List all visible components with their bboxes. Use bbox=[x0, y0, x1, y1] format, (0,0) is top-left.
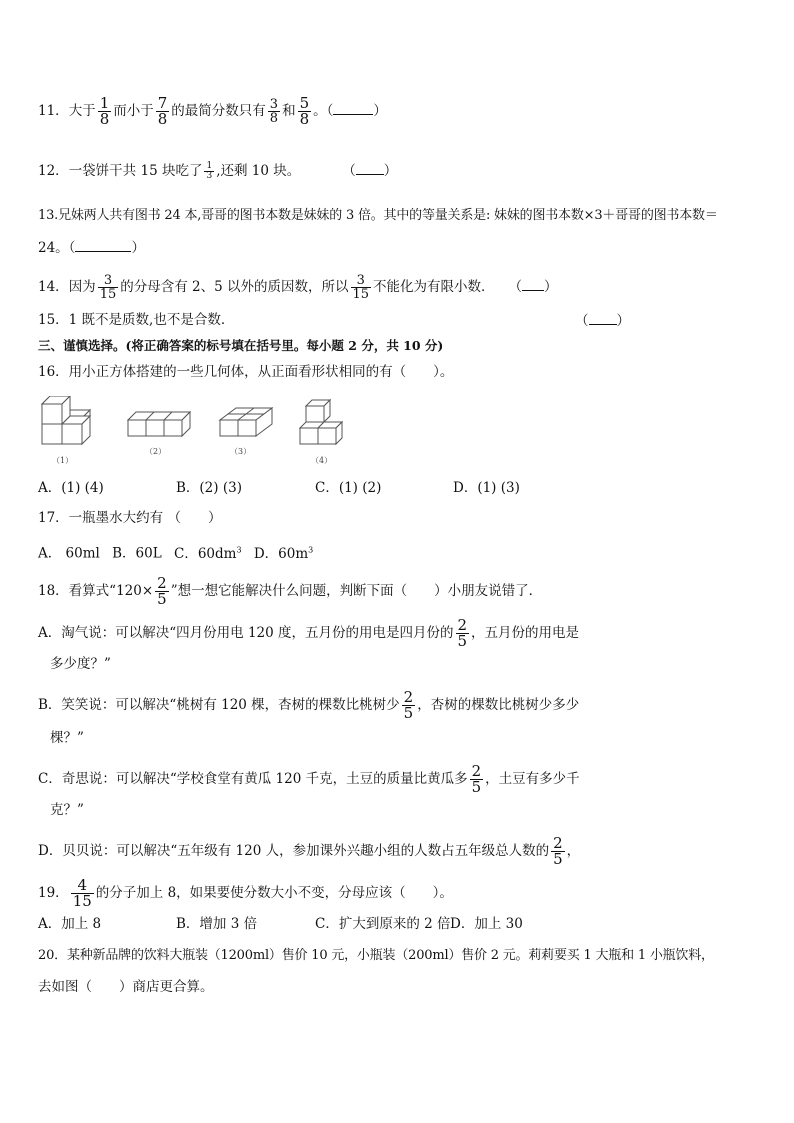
denominator: 15 bbox=[99, 287, 117, 302]
option-text: C．奇思说：可以解决“学校食堂有黄瓜 120 千克，土豆的质量比黄瓜多 bbox=[38, 771, 468, 787]
q12-number: 12． bbox=[38, 163, 69, 179]
q15-text: ） bbox=[616, 313, 630, 329]
q14-text: （ bbox=[508, 279, 523, 295]
option-text: D．60m bbox=[253, 545, 309, 562]
q11-text: 大于 bbox=[68, 103, 96, 119]
section-heading: 三、谨慎选择。(将正确答案的标号填在括号里。每小题 2 分，共 10 分) bbox=[38, 338, 444, 353]
q18-option-a-cont: 多少度？” bbox=[50, 656, 111, 672]
numerator: 3 bbox=[269, 97, 279, 112]
q18-option-b-cont: 棵？” bbox=[50, 730, 84, 746]
question-19 bbox=[38, 878, 453, 909]
fraction-3-8 bbox=[268, 98, 280, 125]
option-text: D．贝贝说：可以解决“五年级有 120 人，参加课外兴趣小组的人数占五年级总人数的 bbox=[38, 843, 550, 859]
option-text: B．笑笑说：可以解决“桃树有 120 棵，杏树的棵数比桃树少 bbox=[38, 697, 400, 713]
denominator: 8 bbox=[299, 110, 310, 128]
cube-figure-3 bbox=[220, 408, 272, 436]
numerator: 2 bbox=[457, 616, 468, 634]
denominator: 8 bbox=[269, 111, 279, 126]
answer-blank[interactable] bbox=[75, 237, 131, 252]
q14-text: 的分母含有 2、5 以外的质因数，所以 bbox=[120, 279, 349, 295]
denominator: 8 bbox=[157, 110, 168, 128]
superscript: 3 bbox=[236, 545, 242, 554]
fraction-4-15 bbox=[71, 878, 94, 909]
question-15-answer bbox=[575, 310, 630, 331]
fraction-2-5 bbox=[470, 764, 484, 795]
q12-text: ） bbox=[383, 163, 398, 179]
q17-option-c[interactable] bbox=[174, 546, 242, 562]
q17-option-a[interactable]: A． 60ml bbox=[38, 545, 100, 562]
superscript: 3 bbox=[308, 545, 314, 554]
fraction-2-5 bbox=[155, 576, 169, 607]
q18-text: ”想一想它能解决什么问题，判断下面（ ）小朋友说错了． bbox=[170, 583, 543, 599]
answer-blank[interactable] bbox=[333, 100, 373, 115]
question-16: 16．用小正方体搭建的一些几何体，从正面看形状相同的有（ ）。 bbox=[38, 364, 454, 380]
question-14 bbox=[38, 274, 558, 301]
q12-text: ,还剩 10 块。 bbox=[216, 163, 301, 179]
q19-text: 的分子加上 8，如果要使分数大小不变，分母应该（ ）。 bbox=[95, 885, 453, 901]
numerator: 2 bbox=[157, 574, 167, 592]
denominator: 8 bbox=[99, 110, 110, 128]
q19-number: 19． bbox=[38, 885, 69, 901]
question-20-line2: 去如图（ ）商店更合算。 bbox=[38, 979, 214, 995]
question-18 bbox=[38, 576, 542, 607]
figure-label-4: （4） bbox=[311, 456, 333, 465]
q11-text: 。（ bbox=[313, 103, 334, 119]
question-17: 17．一瓶墨水大约有 （ ） bbox=[38, 510, 222, 526]
numerator: 2 bbox=[553, 834, 563, 852]
figure-label-1: （1） bbox=[52, 456, 74, 465]
denominator: 15 bbox=[72, 892, 92, 910]
q14-text: ） bbox=[544, 279, 558, 295]
q11-text: 而小于 bbox=[113, 103, 154, 119]
numerator: 1 bbox=[206, 161, 213, 171]
denominator: 5 bbox=[553, 850, 563, 868]
numerator: 3 bbox=[103, 273, 113, 288]
question-11 bbox=[38, 96, 387, 127]
q11-number: 11． bbox=[38, 103, 69, 119]
numerator: 2 bbox=[403, 688, 414, 706]
q16-option-c[interactable]: C．(1) (2) bbox=[315, 480, 382, 496]
q11-text: 和 bbox=[282, 103, 296, 119]
cube-figure-2 bbox=[128, 412, 190, 436]
q14-text: 因为 bbox=[68, 279, 96, 295]
denominator: 5 bbox=[157, 590, 167, 608]
fraction-1-8 bbox=[98, 96, 112, 127]
q18-option-c[interactable] bbox=[38, 764, 580, 795]
q12-text: 一袋饼干共 15 块吃了 bbox=[68, 163, 203, 179]
fraction-3-15 bbox=[98, 274, 119, 301]
q19-option-d[interactable]: D．加上 30 bbox=[450, 916, 523, 932]
q11-text: ） bbox=[373, 103, 387, 119]
cube-figure-1 bbox=[42, 396, 90, 444]
q17-option-d[interactable] bbox=[254, 546, 313, 562]
q18-option-a[interactable] bbox=[38, 618, 579, 649]
option-text: ， bbox=[566, 843, 581, 859]
q13-text: 24。（ bbox=[38, 240, 76, 256]
q18-text: 18．看算式“120× bbox=[38, 583, 154, 599]
numerator: 1 bbox=[99, 94, 110, 112]
question-15: 15．1 既不是质数,也不是合数． bbox=[38, 312, 235, 328]
figure-label-3: （3） bbox=[230, 447, 252, 456]
q18-option-d[interactable] bbox=[38, 836, 580, 867]
option-text: ，杏树的棵数比桃树少多少 bbox=[417, 697, 580, 713]
q13-text: ） bbox=[131, 240, 145, 256]
numerator: 4 bbox=[77, 876, 87, 894]
numerator: 3 bbox=[356, 273, 365, 288]
q14-text: 不能化为有限小数． bbox=[373, 279, 495, 295]
fraction-3-15 bbox=[351, 274, 372, 301]
q17-options bbox=[38, 540, 313, 564]
q18-option-b[interactable] bbox=[38, 690, 579, 721]
fraction-2-5 bbox=[456, 618, 470, 649]
cube-figure-4 bbox=[300, 400, 342, 444]
option-text: ，土豆有多少千 bbox=[485, 771, 580, 787]
q14-number: 14． bbox=[38, 279, 69, 295]
question-13-line2 bbox=[38, 237, 145, 258]
answer-blank[interactable] bbox=[522, 276, 544, 291]
answer-blank[interactable] bbox=[356, 160, 384, 175]
question-12 bbox=[38, 160, 397, 181]
fraction-2-5 bbox=[551, 836, 565, 867]
numerator: 5 bbox=[299, 94, 310, 112]
fraction-7-8 bbox=[156, 96, 170, 127]
numerator: 2 bbox=[471, 762, 482, 780]
answer-blank[interactable] bbox=[589, 310, 617, 325]
fraction-2-5 bbox=[402, 690, 416, 721]
q15-text: （ bbox=[575, 313, 589, 329]
q17-option-b[interactable]: B．60L bbox=[112, 545, 162, 562]
question-20-line1: 20．某种新品牌的饮料大瓶装（1200ml）售价 10 元，小瓶装（200ml）售价 2 元。莉莉要买 1 大瓶和 1 小瓶饮料， bbox=[38, 948, 714, 963]
option-text: A．淘气说：可以解决“四月份用电 120 度，五月份的用电是四月份的 bbox=[38, 625, 454, 641]
fraction-1-3 bbox=[204, 162, 214, 181]
q19-option-c[interactable]: C．扩大到原来的 2 倍 bbox=[315, 916, 451, 932]
q12-text: （ bbox=[342, 163, 356, 179]
q11-text: 的最简分数只有 bbox=[171, 103, 266, 119]
question-13-line1: 13.兄妹两人共有图书 24 本,哥哥的图书本数是妹妹的 3 倍。其中的等量关系是: 妹妹的图书本数×3＋哥哥的图书本数＝ bbox=[38, 208, 718, 223]
q16-option-b[interactable]: B．(2) (3) bbox=[176, 480, 242, 496]
option-text: ，五月份的用电是 bbox=[471, 625, 580, 641]
figure-label-2: （2） bbox=[145, 447, 167, 456]
denominator: 5 bbox=[403, 704, 414, 722]
fraction-5-8 bbox=[298, 96, 312, 127]
option-text: C．60dm bbox=[174, 545, 237, 562]
q16-option-d[interactable]: D．(1) (3) bbox=[453, 480, 520, 496]
denominator: 15 bbox=[352, 287, 370, 302]
q19-option-a[interactable]: A．加上 8 bbox=[38, 916, 102, 932]
denominator: 3 bbox=[206, 171, 213, 181]
q16-option-a[interactable]: A．(1) (4) bbox=[38, 480, 104, 496]
q19-option-b[interactable]: B．增加 3 倍 bbox=[176, 916, 258, 932]
q18-option-c-cont: 克？” bbox=[50, 802, 84, 818]
denominator: 5 bbox=[457, 632, 468, 650]
denominator: 5 bbox=[471, 778, 482, 796]
numerator: 7 bbox=[157, 94, 168, 112]
